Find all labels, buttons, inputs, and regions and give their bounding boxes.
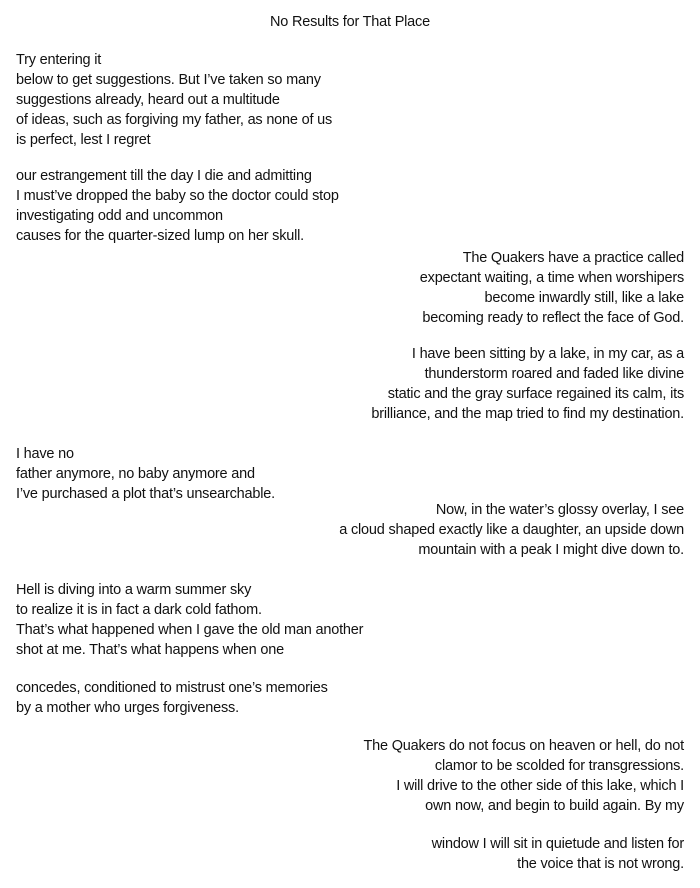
poem-line: mountain with a peak I might dive down to. [418, 542, 684, 558]
poem-line: thunderstorm roared and faded like divine [424, 366, 684, 382]
poem-line: own now, and begin to build again. By my [425, 798, 684, 814]
poem-title: No Results for That Place [270, 14, 430, 30]
stanza-1 [16, 50, 332, 150]
poem-line: Now, in the water’s glossy overlay, I see [435, 502, 684, 518]
poem-line: to realize it is in fact a dark cold fathom. [16, 602, 262, 618]
stanza-2 [16, 166, 339, 246]
stanza-7 [16, 580, 363, 660]
stanza-5 [16, 444, 275, 504]
poem-line: I will drive to the other side of this lake, which I [396, 778, 684, 794]
poem-line: That’s what happened when I gave the old man another [16, 622, 364, 638]
poem-line: window I will sit in quietude and listen for [431, 836, 684, 852]
poem-line: father anymore, no baby anymore and [16, 466, 255, 482]
poem-line: The Quakers do not focus on heaven or hell, do not [363, 738, 684, 754]
poem-line: I’ve purchased a plot that’s unsearchable. [16, 486, 275, 502]
stanza-10 [432, 834, 684, 874]
poem-line: below to get suggestions. But I’ve taken so many [16, 72, 321, 88]
stanza-8 [16, 678, 328, 718]
poem-line: is perfect, lest I regret [16, 132, 151, 148]
poem-line: static and the gray surface regained its calm, its [387, 386, 684, 402]
stanza-4 [371, 344, 684, 424]
poem-line: shot at me. That’s what happens when one [16, 642, 284, 658]
poem-line: concedes, conditioned to mistrust one’s memories [16, 680, 328, 696]
poem-line: of ideas, such as forgiving my father, as none of us [16, 112, 333, 128]
poem-line: the voice that is not wrong. [517, 856, 684, 872]
poem-line: Try entering it [16, 52, 102, 68]
poem-line: I have no [16, 446, 74, 462]
poem-line: Hell is diving into a warm summer sky [16, 582, 252, 598]
poem-line: by a mother who urges forgiveness. [16, 700, 239, 716]
poem-line: brilliance, and the map tried to find my destination. [371, 406, 684, 422]
stanza-9 [364, 736, 685, 816]
poem-line: I must’ve dropped the baby so the doctor could stop [16, 188, 339, 204]
poem-line: investigating odd and uncommon [16, 208, 223, 224]
poem-line: causes for the quarter-sized lump on her skull. [16, 228, 304, 244]
poem-line: our estrangement till the day I die and admitting [16, 168, 312, 184]
poem-line: I have been sitting by a lake, in my car, as a [411, 346, 684, 362]
poem-line: expectant waiting, a time when worshipers [419, 270, 684, 286]
poem-line: a cloud shaped exactly like a daughter, an upside down [339, 522, 684, 538]
poem-line: become inwardly still, like a lake [484, 290, 684, 306]
stanza-3 [420, 248, 684, 328]
stanza-6 [339, 500, 684, 560]
poem-line: suggestions already, heard out a multitude [16, 92, 280, 108]
poem-line: The Quakers have a practice called [462, 250, 684, 266]
poem-line: clamor to be scolded for transgressions. [434, 758, 684, 774]
poem-line: becoming ready to reflect the face of God. [422, 310, 684, 326]
